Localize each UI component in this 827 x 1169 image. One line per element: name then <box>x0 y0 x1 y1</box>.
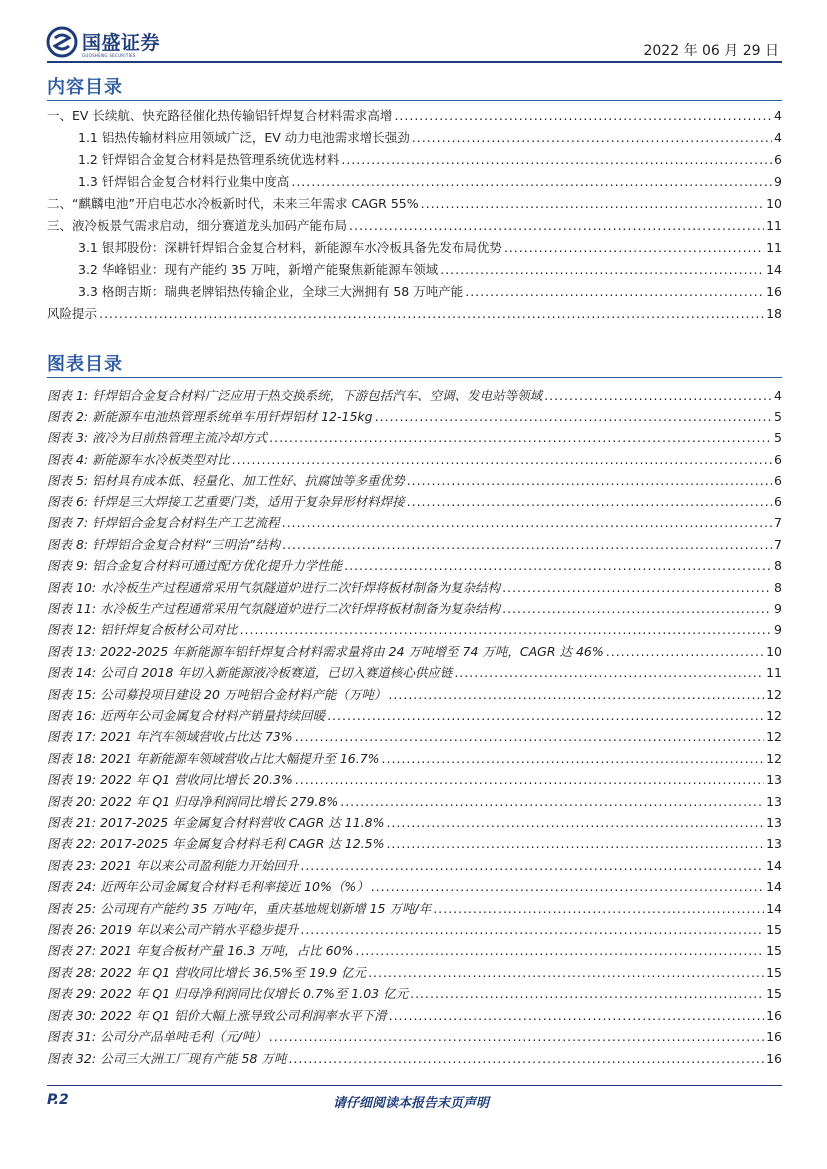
toc-entry[interactable] <box>78 126 782 146</box>
figure-entry[interactable] <box>47 597 782 617</box>
toc-leader <box>341 152 772 168</box>
figure-entry[interactable] <box>47 661 782 681</box>
toc-leader <box>412 130 772 146</box>
toc-leader <box>421 196 764 212</box>
figure-entry[interactable] <box>47 448 782 468</box>
figure-entry-label: 图表 9: 铝合金复合材料可通过配方优化提升力学性能 <box>47 558 343 573</box>
figure-leader <box>282 515 772 531</box>
figure-entry[interactable] <box>47 618 782 638</box>
toc-entry-label: 3.1 银邦股份：深耕钎焊铝合金复合材料，新能源车水冷板具备先发布局优势 <box>78 240 502 255</box>
figure-entry[interactable] <box>47 982 782 1002</box>
figure-leader <box>282 537 772 553</box>
toc-entry-page: 11 <box>766 240 782 255</box>
toc-title: 内容目录 <box>47 77 123 98</box>
figure-leader <box>382 751 765 767</box>
figure-entry[interactable] <box>47 832 782 852</box>
figure-entry-page: 6 <box>774 452 782 467</box>
figure-entry[interactable] <box>47 426 782 446</box>
figure-entry-label: 图表 7: 钎焊铝合金复合材料生产工艺流程 <box>47 515 280 530</box>
figure-entry[interactable] <box>47 725 782 745</box>
figure-leader <box>340 794 764 810</box>
figure-entry[interactable] <box>47 875 782 895</box>
figure-entry-label: 图表 24: 近两年公司金属复合材料毛利率接近 10%（%） <box>47 879 369 894</box>
figure-entry-label: 图表 19: 2022 年 Q1 营收同比增长 20.3% <box>47 772 293 787</box>
figure-entry-page: 15 <box>766 965 782 980</box>
figure-entry[interactable] <box>47 576 782 596</box>
figure-entry-page: 9 <box>774 622 782 637</box>
figure-entry[interactable] <box>47 897 782 917</box>
figure-entry-page: 13 <box>766 772 782 787</box>
figures-title: 图表目录 <box>47 354 123 375</box>
figure-leader <box>355 943 764 959</box>
figure-entry[interactable] <box>47 640 782 660</box>
toc-entry-label: 1.3 钎焊铝合金复合材料行业集中度高 <box>78 174 290 189</box>
figure-leader <box>269 1029 764 1045</box>
figure-entry[interactable] <box>47 554 782 574</box>
figure-leader <box>502 601 772 617</box>
figure-leader <box>454 665 764 681</box>
figure-entry-label: 图表 23: 2021 年以来公司盈利能力开始回升 <box>47 858 299 873</box>
figure-leader <box>606 644 764 660</box>
figure-entry-page: 5 <box>774 409 782 424</box>
figure-leader <box>232 452 772 468</box>
figure-entry-label: 图表 26: 2019 年以来公司产销水平稳步提升 <box>47 922 299 937</box>
figure-leader <box>371 879 764 895</box>
figure-entry-page: 4 <box>774 388 782 403</box>
figure-entry[interactable] <box>47 768 782 788</box>
toc-entry[interactable] <box>78 258 782 278</box>
figure-entry-page: 11 <box>766 665 782 680</box>
figure-entry-page: 13 <box>766 836 782 851</box>
toc-entry[interactable] <box>47 192 782 212</box>
figure-entry-page: 5 <box>774 430 782 445</box>
toc-entry-label: 三、液冷板景气需求启动，细分赛道龙头加码产能布局 <box>47 218 348 233</box>
figure-entry-page: 10 <box>766 644 782 659</box>
figure-entry-label: 图表 27: 2021 年复合板材产量 16.3 万吨，占比 60% <box>47 943 354 958</box>
toc-entry-page: 9 <box>774 174 782 189</box>
figure-entry-page: 15 <box>766 922 782 937</box>
figure-entry[interactable] <box>47 1025 782 1045</box>
figure-entry-page: 15 <box>766 943 782 958</box>
figure-leader <box>407 473 772 489</box>
toc-entry-page: 10 <box>766 196 782 211</box>
figure-entry[interactable] <box>47 1004 782 1024</box>
figure-entry-page: 7 <box>774 537 782 552</box>
toc-title-divider <box>47 100 782 101</box>
figure-entry-label: 图表 8: 钎焊铝合金复合材料“三明治”结构 <box>47 537 281 552</box>
figure-entry-label: 图表 15: 公司募投项目建设 20 万吨铝合金材料产能（万吨） <box>47 687 387 702</box>
brand-logo <box>46 26 176 60</box>
figure-leader <box>407 494 772 510</box>
figure-entry-page: 15 <box>766 986 782 1001</box>
figure-entry-label: 图表 28: 2022 年 Q1 营收同比增长 36.5%至 19.9 亿元 <box>47 965 367 980</box>
figure-entry-label: 图表 4: 新能源车水冷板类型对比 <box>47 452 230 467</box>
figure-entry[interactable] <box>47 854 782 874</box>
figure-entry[interactable] <box>47 1047 782 1067</box>
brand-subtitle: GUOSHENG SECURITIES <box>82 53 136 58</box>
figure-entry-label: 图表 31: 公司分产品单吨毛利（元/吨） <box>47 1029 267 1044</box>
toc-entry-label: 1.1 铝热传输材料应用领域广泛，EV 动力电池需求增长强劲 <box>78 130 410 145</box>
figure-entry-page: 9 <box>774 601 782 616</box>
figure-entry-label: 图表 29: 2022 年 Q1 归母净利润同比仅增长 0.7%至 1.03 亿元 <box>47 986 409 1001</box>
figure-entry-page: 14 <box>766 858 782 873</box>
figure-entry-page: 14 <box>766 879 782 894</box>
figure-leader <box>327 708 764 724</box>
figure-entry-page: 16 <box>766 1008 782 1023</box>
figure-entry-label: 图表 12: 铝钎焊复合板材公司对比 <box>47 622 238 637</box>
toc-entry-label: 1.2 钎焊铝合金复合材料是热管理系统优选材料 <box>78 152 340 167</box>
figure-entry-label: 图表 3: 液冷为目前热管理主流冷却方式 <box>47 430 268 445</box>
toc-entry[interactable] <box>47 104 782 124</box>
figure-entry[interactable] <box>47 747 782 767</box>
toc-entry-label: 一、EV 长续航、快充路径催化热传输铝钎焊复合材料需求高增 <box>47 108 393 123</box>
figure-entry-label: 图表 10: 水冷板生产过程通常采用气氛隧道炉进行二次钎焊将板材制备为复杂结构 <box>47 580 501 595</box>
figure-entry-label: 图表 16: 近两年公司金属复合材料产销量持续回暖 <box>47 708 326 723</box>
figure-entry[interactable] <box>47 405 782 425</box>
figure-entry[interactable] <box>47 469 782 489</box>
toc-entry-page: 14 <box>766 262 782 277</box>
figure-entry-page: 12 <box>766 751 782 766</box>
toc-entry-page: 11 <box>766 218 782 233</box>
figure-leader <box>288 1051 764 1067</box>
toc-leader <box>349 218 764 234</box>
figures-title-divider <box>47 377 782 378</box>
figure-leader <box>300 858 764 874</box>
figure-entry-page: 13 <box>766 794 782 809</box>
figure-entry-page: 12 <box>766 708 782 723</box>
figure-entry[interactable] <box>47 490 782 510</box>
figure-entry[interactable] <box>47 384 782 404</box>
figure-entry-label: 图表 13: 2022-2025 年新能源车铝钎焊复合材料需求量将由 24 万吨增至 74 万吨，CAGR 达 46% <box>47 644 604 659</box>
toc-entry-label: 3.2 华峰铝业：现有产能约 35 万吨，新增产能聚焦新能源车领域 <box>78 262 439 277</box>
toc-entry-label: 风险提示 <box>47 306 98 321</box>
toc-entry-page: 6 <box>774 152 782 167</box>
toc-entry-label: 3.3 格朗吉斯：瑞典老牌铝热传输企业，全球三大洲拥有 58 万吨产能 <box>78 284 464 299</box>
figure-entry[interactable] <box>47 918 782 938</box>
toc-entry-page: 4 <box>774 108 782 123</box>
figure-entry-label: 图表 5: 铝材具有成本低、轻量化、加工性好、抗腐蚀等多重优势 <box>47 473 405 488</box>
toc-leader <box>394 108 772 124</box>
toc-entry[interactable] <box>78 170 782 190</box>
figure-leader <box>300 922 764 938</box>
figure-entry-page: 12 <box>766 687 782 702</box>
toc-leader <box>504 240 764 256</box>
figure-entry-page: 6 <box>774 473 782 488</box>
figure-entry-label: 图表 25: 公司现有产能约 35 万吨/年，重庆基地规划新增 15 万吨/年 <box>47 901 432 916</box>
footer-divider <box>47 1085 782 1086</box>
figure-entry[interactable] <box>47 961 782 981</box>
figure-entry-label: 图表 20: 2022 年 Q1 归母净利润同比增长 279.8% <box>47 794 339 809</box>
figure-entry[interactable] <box>47 704 782 724</box>
figure-leader <box>433 901 764 917</box>
figure-entry-page: 6 <box>774 494 782 509</box>
figure-entry-label: 图表 18: 2021 年新能源车领域营收占比大幅提升至 16.7% <box>47 751 380 766</box>
figure-leader <box>344 558 772 574</box>
figure-leader <box>295 772 764 788</box>
figure-entry-page: 13 <box>766 815 782 830</box>
figure-entry-label: 图表 14: 公司自 2018 年切入新能源液冷板赛道，已切入赛道核心供应链 <box>47 665 453 680</box>
toc-leader <box>465 284 764 300</box>
figure-entry-page: 16 <box>766 1051 782 1066</box>
page-header <box>0 0 827 62</box>
toc-entry[interactable] <box>78 148 782 168</box>
figure-entry-label: 图表 21: 2017-2025 年金属复合材料营收 CAGR 达 11.8% <box>47 815 385 830</box>
figure-leader <box>375 409 772 425</box>
figure-entry-page: 8 <box>774 580 782 595</box>
header-divider <box>47 61 782 63</box>
report-date: 2022 年 06 月 29 日 <box>643 43 779 59</box>
figure-entry[interactable] <box>47 533 782 553</box>
figure-leader <box>502 580 772 596</box>
figure-entry-label: 图表 11: 水冷板生产过程通常采用气氛隧道炉进行二次钎焊将板材制备为复杂结构 <box>47 601 501 616</box>
page-number: P.2 <box>47 1092 69 1108</box>
toc-entry[interactable] <box>47 302 782 322</box>
figure-entry-label: 图表 17: 2021 年汽车领域营收占比达 73% <box>47 729 293 744</box>
figure-leader <box>240 622 772 638</box>
brand-logo-icon <box>46 26 78 58</box>
figure-entry[interactable] <box>47 939 782 959</box>
figure-entry-label: 图表 22: 2017-2025 年金属复合材料毛利 CAGR 达 12.5% <box>47 836 385 851</box>
figure-entry[interactable] <box>47 811 782 831</box>
figure-entry-label: 图表 2: 新能源车电池热管理系统单车用钎焊铝材 12-15kg <box>47 409 373 424</box>
figure-entry-label: 图表 30: 2022 年 Q1 铝价大幅上涨导致公司利润率水平下滑 <box>47 1008 387 1023</box>
figure-entry-label: 图表 6: 钎焊是三大焊接工艺重要门类，适用于复杂异形材料焊接 <box>47 494 405 509</box>
figure-entry-page: 16 <box>766 1029 782 1044</box>
disclaimer-text: 请仔细阅读本报告末页声明 <box>333 1096 490 1111</box>
figure-entry[interactable] <box>47 790 782 810</box>
figure-leader <box>544 388 772 404</box>
toc-entry[interactable] <box>78 236 782 256</box>
toc-entry[interactable] <box>47 214 782 234</box>
figure-entry[interactable] <box>47 683 782 703</box>
toc-entry-page: 4 <box>774 130 782 145</box>
toc-entry-page: 18 <box>766 306 782 321</box>
figure-entry-page: 8 <box>774 558 782 573</box>
figure-leader <box>269 430 772 446</box>
figure-leader <box>410 986 764 1002</box>
brand-name: 国盛证券 <box>82 32 161 54</box>
figure-entry-label: 图表 32: 公司三大洲工厂现有产能 58 万吨 <box>47 1051 287 1066</box>
figure-leader <box>386 815 764 831</box>
toc-leader <box>291 174 772 190</box>
figure-entry-page: 7 <box>774 515 782 530</box>
toc-entry-label: 二、“麒麟电池”开启电芯水冷板新时代，未来三年需求 CAGR 55% <box>47 196 419 211</box>
figure-leader <box>295 729 764 745</box>
figure-leader <box>389 1008 765 1024</box>
toc-leader <box>99 306 764 322</box>
toc-entry[interactable] <box>78 280 782 300</box>
figure-leader <box>368 965 764 981</box>
figure-entry[interactable] <box>47 511 782 531</box>
toc-leader <box>440 262 764 278</box>
figure-entry-page: 12 <box>766 729 782 744</box>
figure-leader <box>388 687 764 703</box>
figure-leader <box>386 836 764 852</box>
figure-entry-label: 图表 1: 钎焊铝合金复合材料广泛应用于热交换系统，下游包括汽车、空调、发电站等领域 <box>47 388 543 403</box>
toc-entry-page: 16 <box>766 284 782 299</box>
figure-entry-page: 14 <box>766 901 782 916</box>
